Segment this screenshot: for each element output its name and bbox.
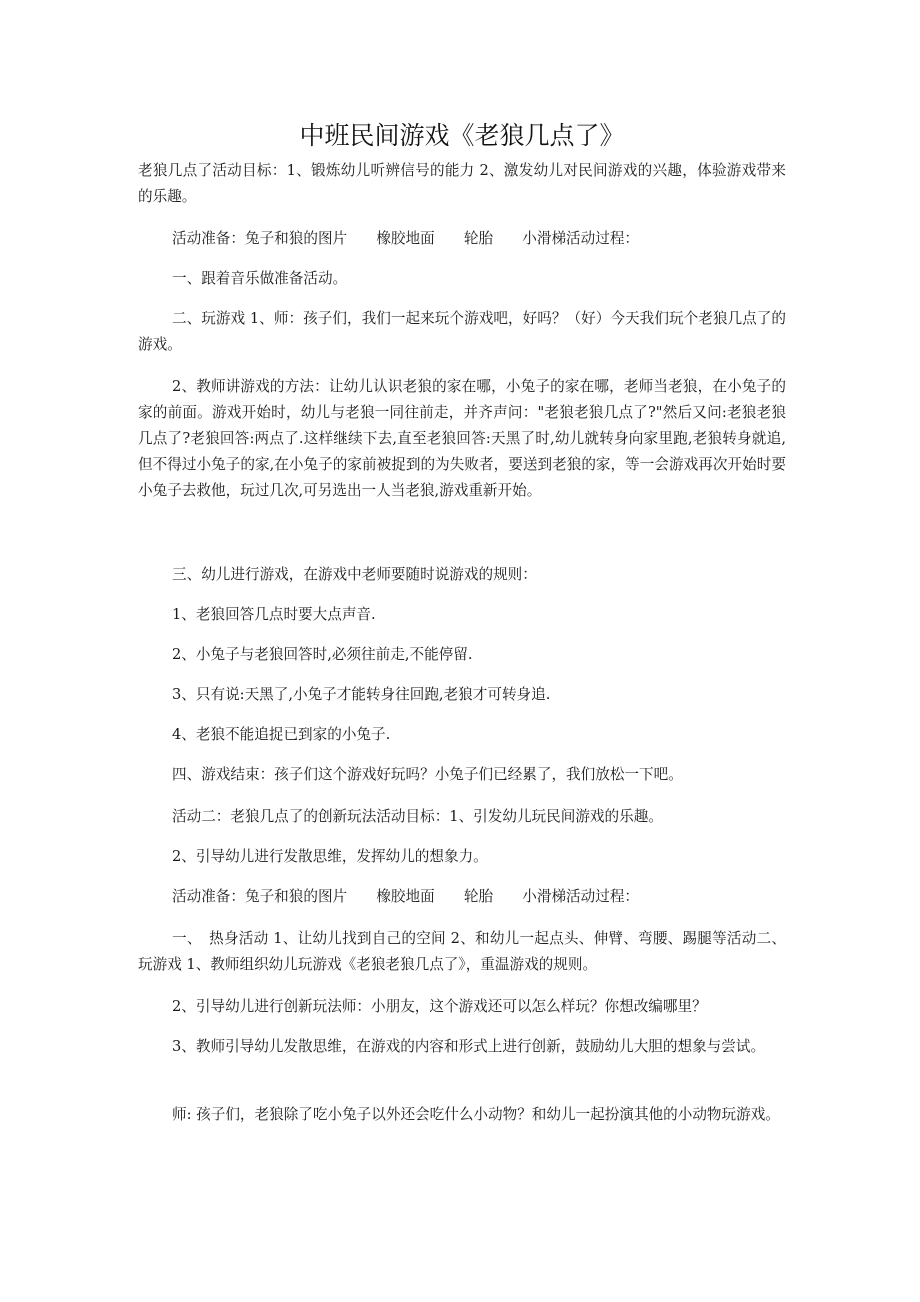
- document-title: 中班民间游戏《老狼几点了》: [299, 121, 625, 150]
- paragraph-creative-play: 2、引导幼儿进行创新玩法师：小朋友，这个游戏还可以怎么样玩？你想改编哪里？: [172, 998, 707, 1015]
- paragraph-activity-two: 活动二：老狼几点了的创新玩法活动目标：1、引发幼儿玩民间游戏的乐趣。: [172, 808, 663, 825]
- paragraph-warmup-activity: 一、 热身活动 1、让幼儿找到自己的空间 2、和幼儿一起点头、伸臂、弯腰、踢腿等活动二、玩游戏 1、教师组织幼儿玩游戏《老狼老狼几点了》，重温游戏的规则。: [138, 930, 786, 973]
- paragraph-innovation: 3、教师引导幼儿发散思维，在游戏的内容和形式上进行创新，鼓励幼儿大胆的想象与尝试。: [172, 1038, 766, 1055]
- paragraph-objectives: 老狼几点了活动目标：1、锻炼幼儿听辨信号的能力 2、激发幼儿对民间游戏的兴趣，体验游戏带来的乐趣。: [138, 162, 786, 205]
- paragraph-warmup: 一、跟着音乐做准备活动。: [172, 270, 348, 287]
- paragraph-play-game-1: 二、玩游戏 1、师：孩子们，我们一起来玩个游戏吧，好吗？（好）今天我们玩个老狼几点了的游戏。: [138, 310, 786, 353]
- paragraph-game-method: 2、教师讲游戏的方法：让幼儿认识老狼的家在哪，小兔子的家在哪，老师当老狼，在小兔子的家的前面。游戏开始时，幼儿与老狼一同往前走，并齐声问："老狼老狼几点了?"然后又问:老狼老狼几点了?老狼回答:两点了.这样继续下去,直至老狼回答:天黑了时,幼儿就转身向家里跑,老狼转身就追,但不得过小兔子的家,在小兔子的家前被捉到的为失败者，要送到老狼的家，等一会游戏再次开始时要小兔子去救他，玩过几次,可另选出一人当老狼,游戏重新开始。: [138, 378, 786, 499]
- paragraph-preparation-1: 活动准备：兔子和狼的图片 橡胶地面 轮胎 小滑梯活动过程：: [172, 230, 640, 247]
- paragraph-rule-3: 3、只有说:天黑了,小兔子才能转身往回跑,老狼才可转身追.: [172, 686, 551, 703]
- paragraph-other-animals: 师: 孩子们，老狼除了吃小兔子以外还会吃什么小动物？和幼儿一起扮演其他的小动物玩游戏。: [172, 1106, 780, 1123]
- paragraph-game-rules-intro: 三、幼儿进行游戏，在游戏中老师要随时说游戏的规则：: [172, 566, 537, 583]
- paragraph-game-end: 四、游戏结束：孩子们这个游戏好玩吗？小兔子们已经累了，我们放松一下吧。: [172, 766, 683, 783]
- paragraph-rule-1: 1、老狼回答几点时要大点声音.: [172, 606, 376, 623]
- paragraph-preparation-2: 活动准备：兔子和狼的图片 橡胶地面 轮胎 小滑梯活动过程：: [172, 888, 640, 905]
- paragraph-rule-2: 2、小兔子与老狼回答时,必须往前走,不能停留.: [172, 646, 473, 663]
- paragraph-rule-4: 4、老狼不能追捉已到家的小兔子.: [172, 726, 391, 743]
- paragraph-divergent-thinking: 2、引导幼儿进行发散思维，发挥幼儿的想象力。: [172, 848, 488, 865]
